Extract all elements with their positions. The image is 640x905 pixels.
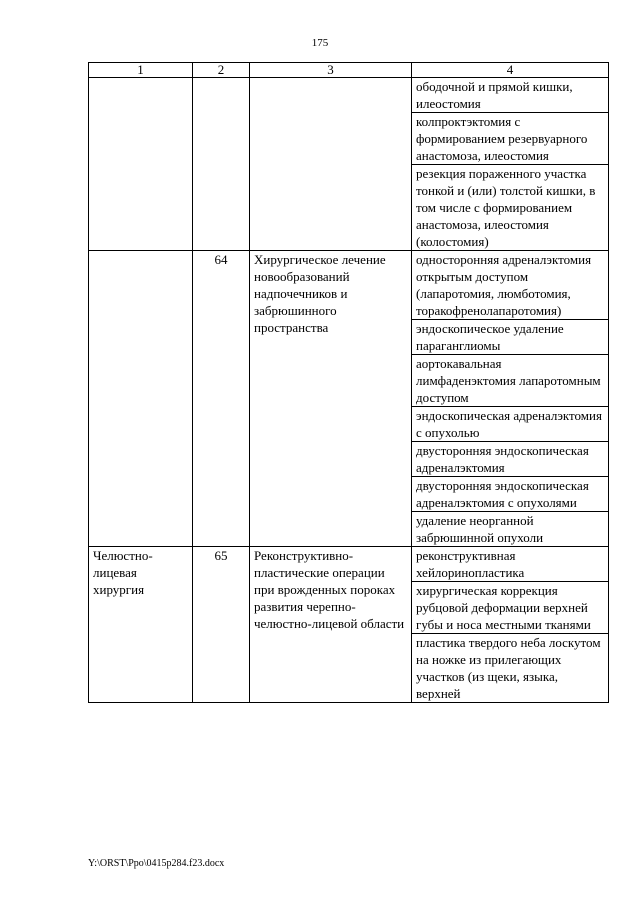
- intervention-cell: Хирургическое лечение новообразований надпочечников и забрюшинного пространства: [250, 251, 412, 547]
- method-cell: удаление неорганной забрюшинной опухоли: [412, 512, 609, 547]
- procedures-table: [88, 62, 609, 703]
- table-row: [89, 78, 609, 113]
- header-row: [89, 63, 609, 78]
- group-number-cell: 64: [193, 251, 250, 547]
- method-cell: реконструктивная хейлоринопластика: [412, 547, 609, 582]
- document-path-footer: Y:\ORST\Ppo\0415p284.f23.docx: [88, 858, 225, 869]
- specialty-cell: [89, 78, 193, 251]
- method-cell: ободочной и прямой кишки, илеостомия: [412, 78, 609, 113]
- method-cell: эндоскопическое удаление параганглиомы: [412, 320, 609, 355]
- method-cell: хирургическая коррекция рубцовой деформации верхней губы и носа местными тканями: [412, 582, 609, 634]
- header-cell: 2: [193, 63, 250, 78]
- group-number-cell: 65: [193, 547, 250, 703]
- method-cell: аортокавальная лимфаденэктомия лапаротомным доступом: [412, 355, 609, 407]
- header-cell: 3: [250, 63, 412, 78]
- header-cell: 1: [89, 63, 193, 78]
- method-cell: резекция пораженного участка тонкой и (или) толстой кишки, в том числе с формированием анастомоза, илеостомия (колостомия): [412, 165, 609, 251]
- specialty-cell: [89, 251, 193, 547]
- table-row: [89, 251, 609, 320]
- group-number-cell: [193, 78, 250, 251]
- method-cell: эндоскопическая адреналэктомия с опухолью: [412, 407, 609, 442]
- table-row: [89, 547, 609, 582]
- method-cell: односторонняя адреналэктомия открытым доступом (лапаротомия, люмботомия, торакофренолапаротомия): [412, 251, 609, 320]
- intervention-cell: [250, 78, 412, 251]
- method-cell: колпроктэктомия с формированием резервуарного анастомоза, илеостомия: [412, 113, 609, 165]
- header-cell: 4: [412, 63, 609, 78]
- specialty-cell: Челюстно-лицевая хирургия: [89, 547, 193, 703]
- page-number: 175: [311, 37, 329, 49]
- intervention-cell: Реконструктивно-пластические операции при врожденных пороках развития черепно-челюстно-лицевой области: [250, 547, 412, 703]
- method-cell: двусторонняя эндоскопическая адреналэктомия с опухолями: [412, 477, 609, 512]
- method-cell: пластика твердого неба лоскутом на ножке из прилегающих участков (из щеки, языка, верхней: [412, 634, 609, 703]
- method-cell: двусторонняя эндоскопическая адреналэктомия: [412, 442, 609, 477]
